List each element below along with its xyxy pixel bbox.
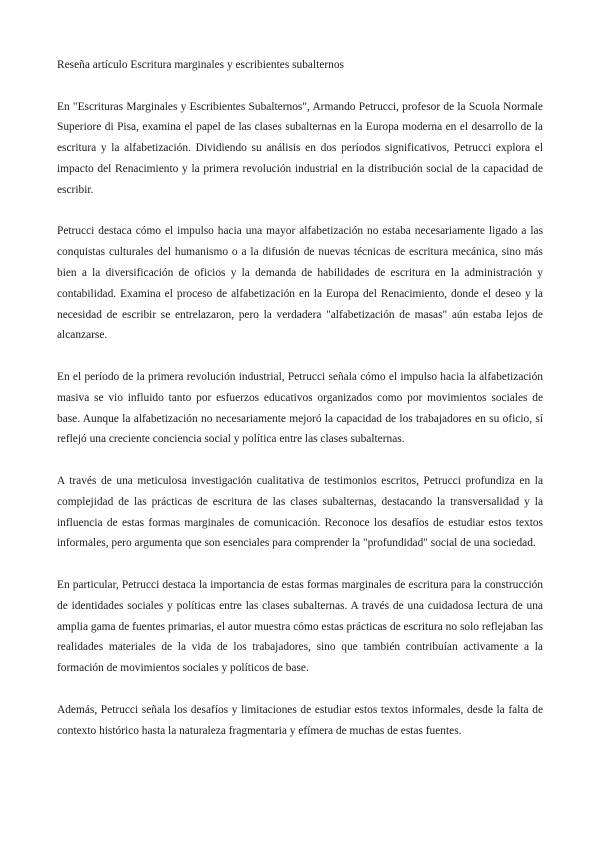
paragraph: En el período de la primera revolución industrial, Petrucci señala cómo el impulso hacia la alfabetización masiva se vio influido tanto por esfuerzos educativos organizados como por movimientos sociales de base. Aunque la alfabetización no necesariamente mejoró la capacidad de los trabajadores en su oficio, sí reflejó una creciente conciencia social y política entre las clases subalternas. bbox=[57, 370, 543, 446]
paragraph: Además, Petrucci señala los desafíos y limitaciones de estudiar estos textos informales, desde la falta de contexto histórico hasta la naturaleza fragmentaria y efímera de muchas de estas fuentes. bbox=[57, 703, 543, 737]
document-title: Reseña artículo Escritura marginales y escribientes subalternos bbox=[57, 59, 344, 71]
paragraph: A través de una meticulosa investigación cualitativa de testimonios escritos, Petrucci profundiza en la complejidad de las prácticas de escritura de las clases subalternas, destacando la transversalidad y la influencia de estas formas marginales de comunicación. Reconoce los desafíos de estudiar estos textos informales, pero argumenta que son esenciales para comprender la "profundidad" social de una sociedad. bbox=[57, 474, 543, 550]
paragraph: En "Escrituras Marginales y Escribientes Subalternos", Armando Petrucci, profesor de la Scuola Normale Superiore di Pisa, examina el papel de las clases subalternas en la Europa moderna en el desarrollo de la escritura y la alfabetización. Dividiendo su análisis en dos períodos significativos, Petrucci explora el impacto del Renacimiento y la primera revolución industrial en la distribución social de la capacidad de escribir. bbox=[57, 100, 543, 196]
paragraph: Petrucci destaca cómo el impulso hacia una mayor alfabetización no estaba necesariamente ligado a las conquistas culturales del humanismo o a la difusión de nuevas técnicas de escritura mecánica, sino más bien a la diversificación de oficios y la demanda de habilidades de escritura en la administración y contabilidad. Examina el proceso de alfabetización en la Europa del Renacimiento, donde el deseo y la necesidad de escribir se entrelazaron, pero la verdadera "alfabetización de masas" aún estaba lejos de alcanzarse. bbox=[57, 225, 543, 342]
paragraph: En particular, Petrucci destaca la importancia de estas formas marginales de escritura para la construcción de identidades sociales y políticas entre las clases subalternas. A través de una cuidadosa lectura de una amplia gama de fuentes primarias, el autor muestra cómo estas prácticas de escritura no solo reflejaban las realidades materiales de la vida de los trabajadores, sino que también contribuían activamente a la formación de movimientos sociales y políticos de base. bbox=[57, 578, 543, 675]
